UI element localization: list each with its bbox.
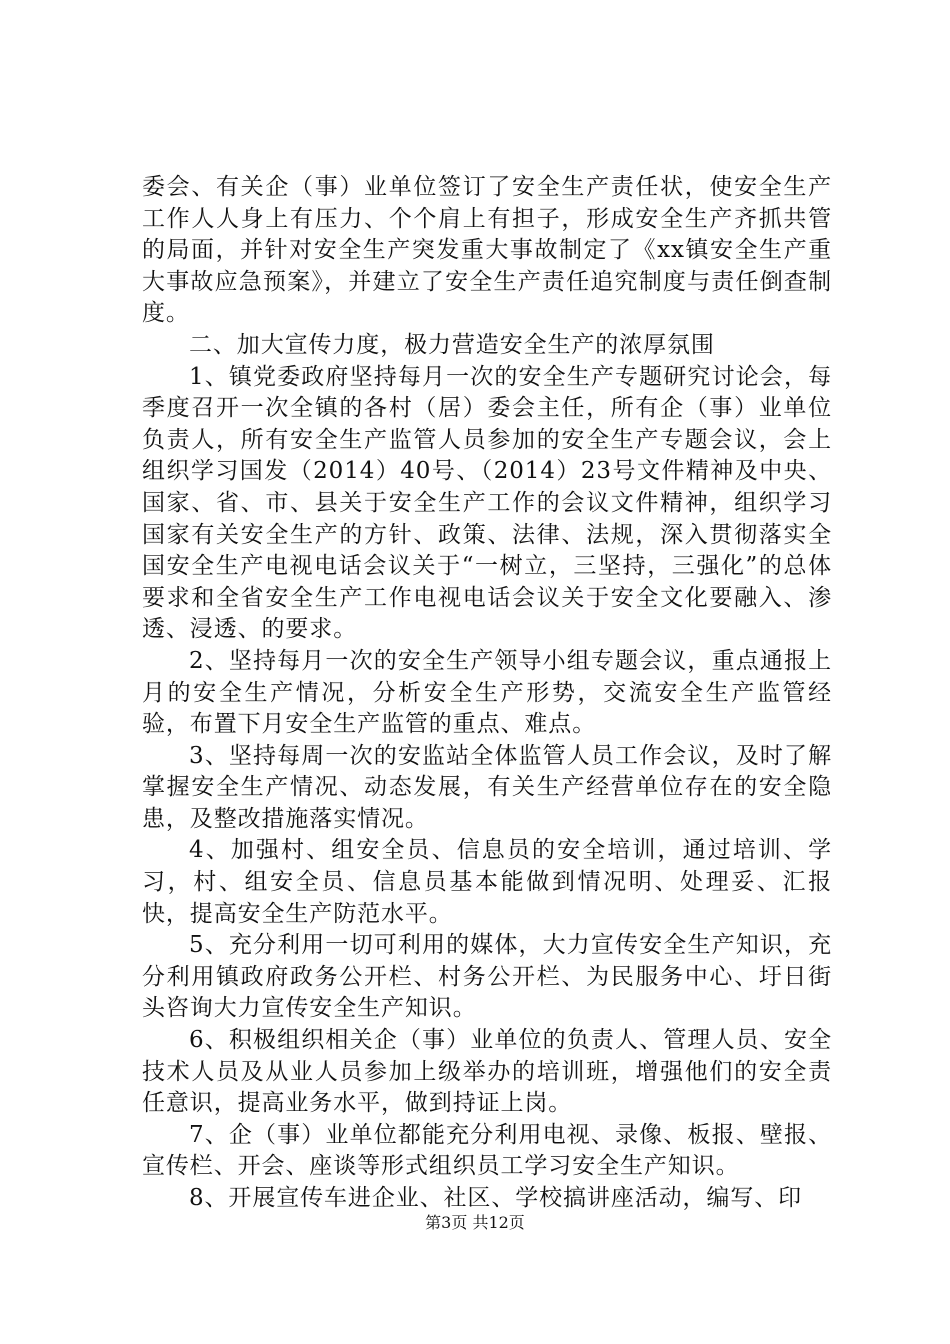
paragraph-item-4: 4、加强村、组安全员、信息员的安全培训，通过培训、学习，村、组安全员、信息员基本能做到情况明、处理妥、汇报快，提高安全生产防范水平。 xyxy=(142,837,832,927)
section-heading: 二、加大宣传力度，极力营造安全生产的浓厚氛围 xyxy=(189,331,715,358)
document-body xyxy=(142,172,832,1215)
paragraph-item-6: 6、积极组织相关企（事）业单位的负责人、管理人员、安全技术人员及从业人员参加上级举办的培训班，增强他们的安全责任意识，提高业务水平，做到持证上岗。 xyxy=(142,1027,832,1117)
paragraph-item-3: 3、坚持每周一次的安监站全体监管人员工作会议，及时了解掌握安全生产情况、动态发展，有关生产经营单位存在的安全隐患，及整改措施落实情况。 xyxy=(142,742,832,832)
page-number-footer: 第3页 共12页 xyxy=(425,1213,525,1232)
paragraph-item-5: 5、充分利用一切可利用的媒体，大力宣传安全生产知识，充分利用镇政府政务公开栏、村务公开栏、为民服务中心、圩日街头咨询大力宣传安全生产知识。 xyxy=(142,932,832,1022)
paragraph-item-7: 7、企（事）业单位都能充分利用电视、录像、板报、壁报、宣传栏、开会、座谈等形式组织员工学习安全生产知识。 xyxy=(142,1121,832,1180)
paragraph-item-8: 8、开展宣传车进企业、社区、学校搞讲座活动，编写、印 xyxy=(189,1185,803,1211)
paragraph-continuation: 委会、有关企（事）业单位签订了安全生产责任状，使安全生产工作人人身上有压力、个个肩上有担子，形成安全生产齐抓共管的局面，并针对安全生产突发重大事故制定了《xx镇安全生产重大事故应急预案》，并建立了安全生产责任追究制度与责任倒查制度。 xyxy=(142,174,832,327)
paragraph-item-2: 2、坚持每月一次的安全生产领导小组专题会议，重点通报上月的安全生产情况，分析安全生产形势，交流安全生产监管经验，布置下月安全生产监管的重点、难点。 xyxy=(142,647,832,738)
paragraph-item-1: 1、镇党委政府坚持每月一次的安全生产专题研究讨论会，每季度召开一次全镇的各村（居）委会主任，所有企（事）业单位负责人，所有安全生产监管人员参加的安全生产专题会议，会上组织学习国发（2014）40号、（2014）23号文件精神及中央、国家、省、市、县关于安全生产工作的会议文件精神，组织学习国家有关安全生产的方针、政策、法律、法规，深入贯彻落实全国安全生产电视电话会议关于“一树立，三坚持，三强化”的总体要求和全省安全生产工作电视电话会议关于安全文化要融入、渗透、浸透、的要求。 xyxy=(142,363,832,643)
